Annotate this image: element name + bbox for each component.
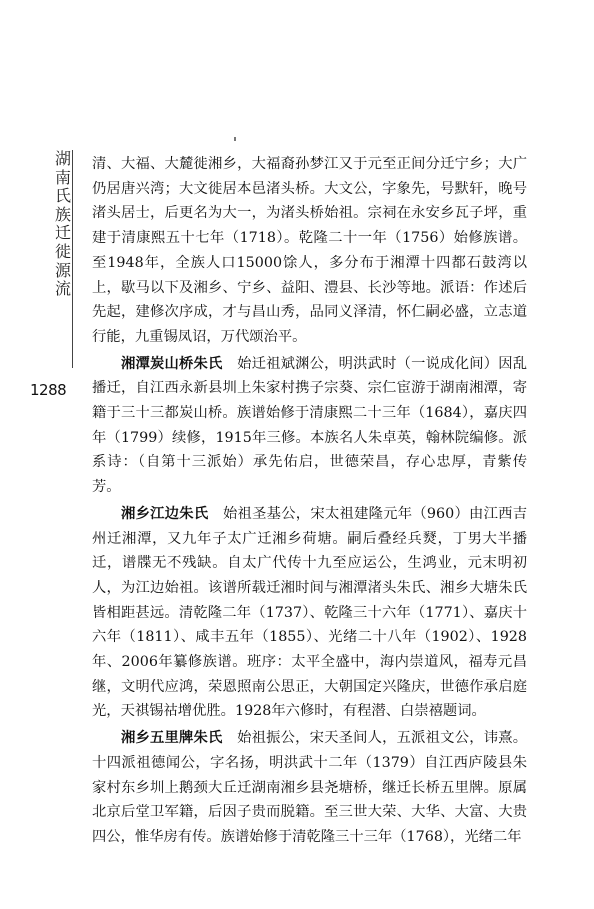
paragraph-text: 始迁祖斌渊公，明洪武时（一说成化间）因乱播迁，自江西永新县圳上朱家村携子宗葵、宗仁宦游于湖南湘潭，寄籍于三十三都炭山桥。族谱始修于清康熙二十三年（1684），嘉庆四年（1799）续修，1915年三修。本族名人朱卓英，翰林院编修。派系诗：（自第十三派始）承先佑启，世德荣昌，存心忠厚，青紫传芳。 <box>92 355 528 496</box>
page-number: 1288 <box>30 381 67 399</box>
clan-heading: 湘乡五里牌朱氏 <box>121 730 223 747</box>
clan-heading: 湘乡江边朱氏 <box>121 505 209 522</box>
paragraph-text: 始祖圣基公，宋太祖建隆元年（960）由江西吉州迁湘潭，又九年子太广迁湘乡荷塘。嗣后叠经兵燹，丁男大半播迁，谱牒无不残缺。自太广代传十九至应运公，生鸿业，元末明初人，为江边始祖。该谱所载迁湘时间与湘潭渚头朱氏、湘乡大塘朱氏皆相距甚远。清乾隆二年（1737）、乾隆三十六年（1771）、嘉庆十六年（1811）、咸丰五年（1855）、光绪二十八年（1902）、1928年、2006年纂修族谱。班序：太平全盛中，海内崇道风，福寿元昌继，文明代应鸿，荣恩照南公思正，大朝国定兴隆庆，世德作承启庭光，天祺锡祜增优胜。1928年六修时，有程潜、白崇禧题词。 <box>92 505 528 720</box>
print-speck <box>234 137 236 141</box>
paragraph <box>92 726 527 850</box>
running-head-rule <box>72 150 73 368</box>
paragraph <box>92 352 527 500</box>
paragraph-text: 清、大福、大麓徙湘乡，大福裔孙梦江又于元至正间分迁宁乡；大广仍居唐兴湾；大文徙居本邑渚头桥。大文公，字象先，号默轩，晚号渚头居士，后更名为大一，为渚头桥始祖。宗祠在永安乡瓦子坪，重建于清康熙五十七年（1718）。乾隆二十一年（1756）始修族谱。至1948年，全族人口15000馀人，多分布于湘潭十四都石鼓湾以上，歇马以下及湘乡、宁乡、益阳、澧县、长沙等地。派语：作述后先起，建修次序成，才与昌山秀，品同义泽清，怀仁嗣必盛，立志道行能，九重锡凤诏，万代颂治平。 <box>92 156 527 345</box>
running-head-title: 湖南氏族迁徙源流 <box>54 149 71 299</box>
clan-heading: 湘潭炭山桥朱氏 <box>121 355 223 372</box>
paragraph <box>92 502 527 724</box>
body-text <box>92 152 527 850</box>
paragraph-text: 始祖振公，宋天圣间人，五派祖文公，讳熹。十四派祖德闻公，字名扬，明洪武十二年（1379）自江西庐陵县朱家村东乡圳上鹅颈大丘迁湖南湘乡县尧塘桥，继迁长桥五里牌。原属北京后堂卫军籍，后因子贵而脱籍。至三世大荣、大华、大富、大贵四公，惟华房有传。族谱始修于清乾隆三十三年（1768），光绪二年 <box>92 730 528 845</box>
paragraph <box>92 152 527 350</box>
